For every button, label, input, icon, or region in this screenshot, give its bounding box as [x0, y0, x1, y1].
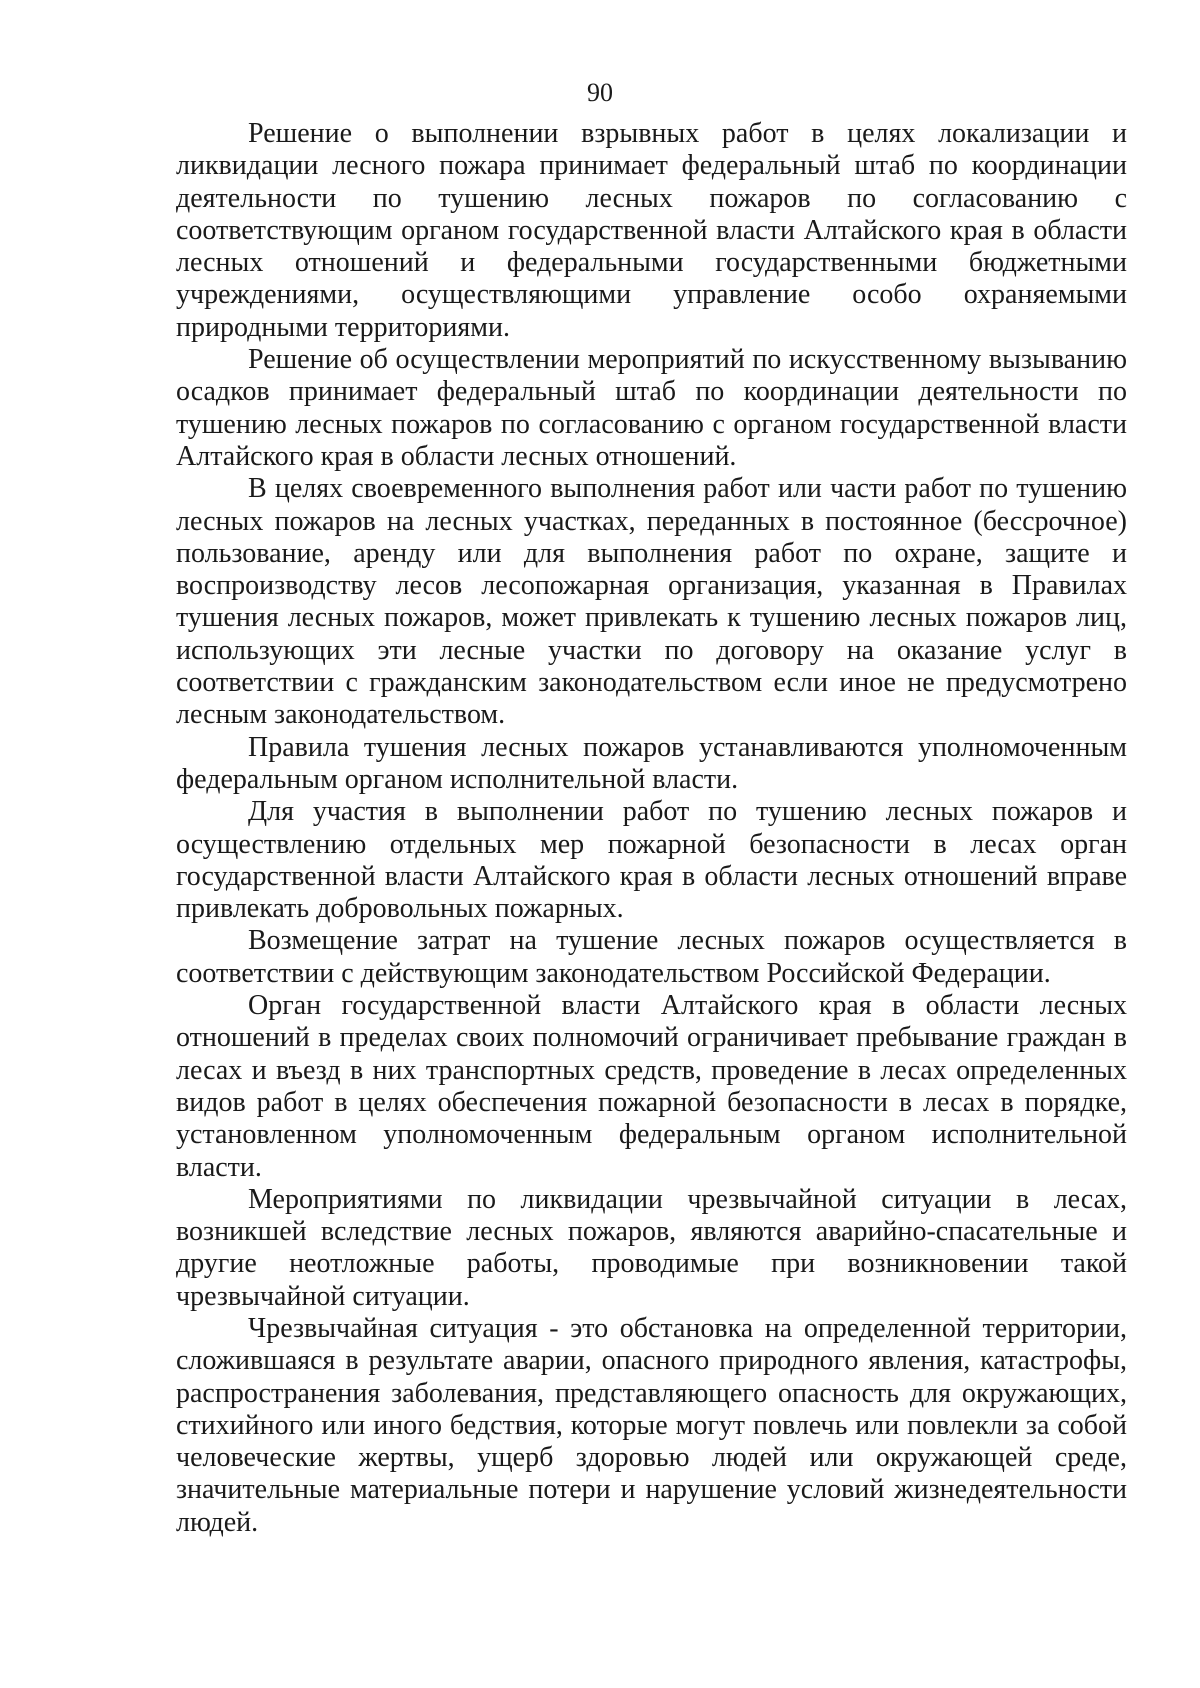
- document-body: [176, 118, 1127, 1539]
- page-number: 90: [587, 78, 613, 107]
- paragraph-volunteer-firefighters: Для участия в выполнении работ по тушению лесных пожаров и осуществлению отдельных мер пожарной безопасности в лесах орган государственной власти Алтайского края в области лесных отношений вправе привлекать добровольных пожарных.: [176, 796, 1127, 925]
- paragraph-emergency-definition: Чрезвычайная ситуация - это обстановка на определенной территории, сложившаяся в результате аварии, опасного природного явления, катастрофы, распространения заболевания, представляющего опасность для окружающих, стихийного или иного бедствия, которые могут повлечь или повлекли за собой человеческие жертвы, ущерб здоровью людей или окружающей среде, значительные материальные потери и нарушение условий жизнедеятельности людей.: [176, 1312, 1127, 1538]
- paragraph-access-restriction: Орган государственной власти Алтайского края в области лесных отношений в пределах своих полномочий ограничивает пребывание граждан в лесах и въезд в них транспортных средств, проведение в лесах определенных видов работ в целях обеспечения пожарной безопасности в лесах в порядке, установленном уполномоченным федеральным органом исполнительной власти.: [176, 990, 1127, 1183]
- paragraph-cost-reimbursement: Возмещение затрат на тушение лесных пожаров осуществляется в соответствии с действующим законодательством Российской Федерации.: [176, 925, 1127, 989]
- paragraph-timely-firefighting: В целях своевременного выполнения работ или части работ по тушению лесных пожаров на лесных участках, переданных в постоянное (бессрочное) пользование, аренду или для выполнения работ по охране, защите и воспроизводству лесов лесопожарная организация, указанная в Правилах тушения лесных пожаров, может привлекать к тушению лесных пожаров лиц, использующих эти лесные участки по договору на оказание услуг в соответствии с гражданским законодательством если иное не предусмотрено лесным законодательством.: [176, 473, 1127, 731]
- paragraph-firefighting-rules: Правила тушения лесных пожаров устанавливаются уполномоченным федеральным органом исполнительной власти.: [176, 731, 1127, 795]
- paragraph-artificial-precipitation: Решение об осуществлении мероприятий по искусственному вызыванию осадков принимает федеральный штаб по координации деятельности по тушению лесных пожаров по согласованию с органом государственной власти Алтайского края в области лесных отношений.: [176, 344, 1127, 472]
- paragraph-emergency-measures: Мероприятиями по ликвидации чрезвычайной ситуации в лесах, возникшей вследствие лесных пожаров, являются аварийно-спасательные и другие неотложные работы, проводимые при возникновении такой чрезвычайной ситуации.: [176, 1183, 1127, 1312]
- paragraph-explosive-works: Решение о выполнении взрывных работ в целях локализации и ликвидации лесного пожара принимает федеральный штаб по координации деятельности по тушению лесных пожаров по согласованию с соответствующим органом государственной власти Алтайского края в области лесных отношений и федеральными государственными бюджетными учреждениями, осуществляющими управление особо охраняемыми природными территориями.: [176, 118, 1127, 343]
